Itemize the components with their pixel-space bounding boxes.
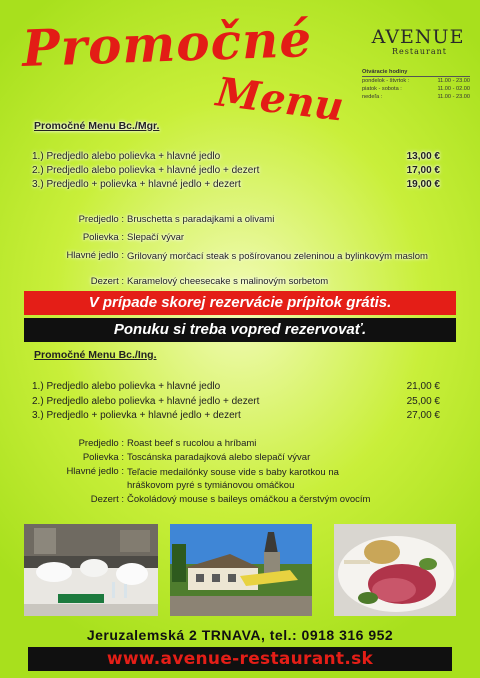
hours-row	[362, 93, 470, 101]
hours-time: 11.00 - 02.00	[437, 86, 470, 92]
hours-row	[362, 77, 470, 85]
menu1-heading: Promočné Menu Bc./Mgr.	[34, 120, 160, 132]
menu2-course-row	[20, 452, 310, 463]
menu2-course-row	[20, 494, 460, 505]
menu2-option-label: 3.) Predjedlo + polievka + hlavné jedlo + dezert	[32, 410, 241, 421]
photo-restaurant-exterior	[170, 524, 312, 616]
course-value: Slepačí vývar	[127, 232, 185, 243]
course-label: Predjedlo :	[78, 214, 124, 225]
course-value: Bruschetta s paradajkami a olivami	[127, 214, 275, 225]
title-line-1: Promočné	[21, 8, 314, 79]
course-value: Roast beef s rucolou a hríbami	[127, 438, 257, 449]
reservation-required-banner: Ponuku si treba vopred rezervovať.	[24, 318, 456, 342]
menu1-option-label: 2.) Predjedlo alebo polievka + hlavné jedlo + dezert	[32, 165, 260, 176]
menu2-price-row	[32, 381, 440, 392]
menu2-option-price: 21,00 €	[406, 381, 440, 392]
hours-days: nedeľa :	[362, 94, 383, 100]
menu1-course-row	[20, 214, 274, 225]
menu2-price-row	[32, 396, 440, 407]
menu1-option-price: 19,00 €	[406, 179, 440, 190]
course-value: Karamelový cheesecake s malinovým sorbetom	[127, 276, 329, 287]
menu2-option-price: 25,00 €	[406, 396, 440, 407]
hours-time: 11.00 - 23.00	[437, 78, 470, 84]
menu1-price-row	[32, 165, 440, 176]
menu1-course-row	[20, 232, 184, 243]
menu1-course-row	[20, 250, 450, 263]
photo-dining-room	[24, 524, 158, 616]
menu1-option-label: 3.) Predjedlo + polievka + hlavné jedlo + dezert	[32, 179, 241, 190]
course-value: Toscánska paradajková alebo slepačí vývar	[127, 452, 311, 463]
course-value: Čokoládový mouse s baileys omáčkou a čerstvým ovocím	[127, 494, 371, 505]
hours-days: piatok - sobota :	[362, 86, 402, 92]
menu2-option-price: 27,00 €	[406, 410, 440, 421]
menu2-course-row	[20, 466, 450, 492]
menu2-option-label: 1.) Predjedlo alebo polievka + hlavné jedlo	[32, 381, 221, 392]
menu1-option-price: 17,00 €	[406, 165, 440, 176]
logo-subtitle: Restaurant	[392, 47, 447, 56]
hours-time: 11.00 - 23.00	[437, 94, 470, 100]
course-label: Hlavné jedlo :	[66, 250, 124, 261]
photo-food-plate	[334, 524, 456, 616]
course-label: Dezert :	[90, 276, 124, 287]
restaurant-logo	[368, 28, 468, 56]
website-bar	[28, 647, 452, 671]
course-label: Predjedlo :	[78, 438, 124, 449]
opening-hours-heading: Otváracie hodiny	[362, 68, 470, 77]
title-line-2: Menu	[213, 68, 347, 131]
menu2-price-row	[32, 410, 440, 421]
menu2-option-label: 2.) Predjedlo alebo polievka + hlavné jedlo + dezert	[32, 396, 260, 407]
hours-row	[362, 85, 470, 93]
course-label: Hlavné jedlo :	[66, 466, 124, 477]
menu2-course-row	[20, 438, 256, 449]
menu1-course-row	[20, 276, 328, 287]
menu1-price-row	[32, 151, 440, 162]
opening-hours	[362, 68, 470, 101]
course-value: Teľacie medailónky souse vide s baby karotkou na hráškovom pyré s tymiánovou omáčkou	[127, 467, 339, 491]
footer-address: Jeruzalemská 2 TRNAVA, tel.: 0918 316 952	[86, 627, 394, 643]
course-value: Grilovaný morčací steak s pošírovanou zeleninou a bylinkovým maslom	[127, 251, 428, 262]
menu1-option-price: 13,00 €	[406, 151, 440, 162]
logo-name: AVENUE	[371, 26, 465, 48]
hours-days: pondelok - štvrtok :	[362, 78, 410, 84]
course-label: Polievka :	[82, 452, 124, 463]
menu2-heading: Promočné Menu Bc./Ing.	[34, 349, 157, 361]
menu1-option-label: 1.) Predjedlo alebo polievka + hlavné jedlo	[32, 151, 221, 162]
website-link[interactable]: www.avenue-restaurant.sk	[106, 649, 374, 669]
course-label: Dezert :	[90, 494, 124, 505]
early-reservation-banner: V prípade skorej rezervácie prípitok grátis.	[24, 291, 456, 315]
menu1-price-row	[32, 179, 440, 190]
course-label: Polievka :	[82, 232, 124, 243]
